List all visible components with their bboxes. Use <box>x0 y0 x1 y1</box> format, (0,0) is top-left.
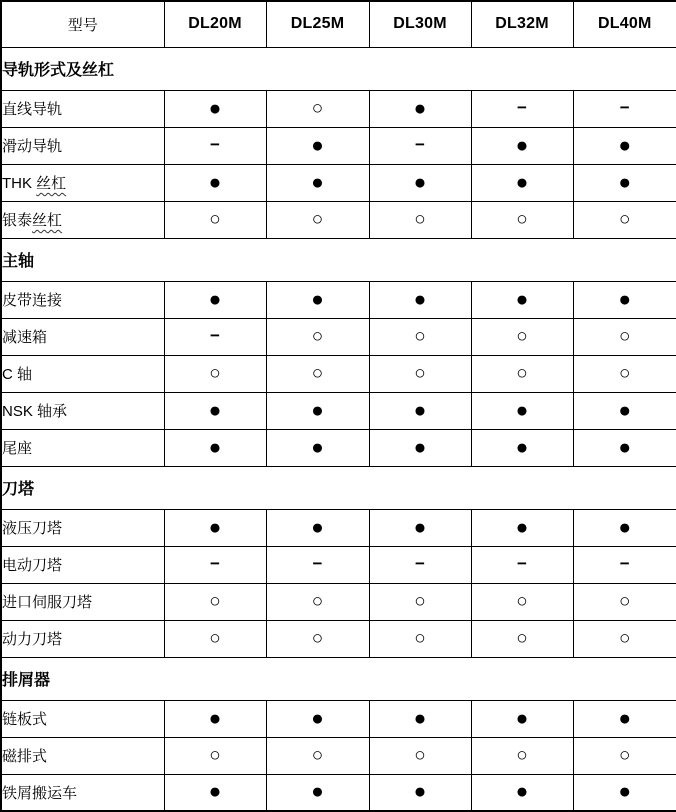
hollow-circle-symbol: ○ <box>311 97 324 119</box>
feature-row <box>1 90 676 127</box>
feature-row <box>1 164 676 201</box>
feature-cell <box>369 429 471 466</box>
section-title: 刀塔 <box>1 466 676 509</box>
hollow-circle-symbol: ○ <box>619 362 631 384</box>
filled-circle-symbol: ● <box>515 435 529 459</box>
feature-cell <box>164 318 266 355</box>
filled-circle-symbol: ● <box>413 435 427 459</box>
feature-cell <box>266 620 369 657</box>
feature-cell <box>471 318 573 355</box>
feature-cell <box>266 281 369 318</box>
hollow-circle-symbol: ○ <box>311 590 324 612</box>
feature-label: 滑动导轨 <box>1 127 164 164</box>
filled-circle-symbol: ● <box>311 133 324 157</box>
feature-label: 直线导轨 <box>1 90 164 127</box>
feature-cell <box>369 392 471 429</box>
feature-cell <box>266 90 369 127</box>
feature-cell <box>573 201 676 238</box>
feature-row <box>1 318 676 355</box>
feature-row <box>1 546 676 583</box>
filled-circle-symbol: ● <box>618 435 632 459</box>
feature-cell <box>164 201 266 238</box>
feature-cell <box>266 201 369 238</box>
feature-cell <box>573 546 676 583</box>
feature-row <box>1 429 676 466</box>
feature-cell <box>369 355 471 392</box>
feature-cell <box>369 700 471 737</box>
model-header-dl30m: DL30M <box>369 1 471 47</box>
dash-symbol: − <box>619 98 630 117</box>
dash-symbol: − <box>517 98 527 117</box>
filled-circle-symbol: ● <box>618 706 632 730</box>
feature-row <box>1 509 676 546</box>
feature-label: C 轴 <box>1 355 164 392</box>
filled-circle-symbol: ● <box>208 515 222 539</box>
feature-row <box>1 281 676 318</box>
header-row <box>1 1 676 47</box>
dash-symbol: − <box>210 326 220 345</box>
feature-cell <box>573 392 676 429</box>
dash-symbol: − <box>415 135 425 154</box>
hollow-circle-symbol: ○ <box>516 627 528 649</box>
hollow-circle-symbol: ○ <box>209 208 221 230</box>
filled-circle-symbol: ● <box>311 398 324 422</box>
filled-circle-symbol: ● <box>515 780 529 804</box>
hollow-circle-symbol: ○ <box>619 590 631 612</box>
filled-circle-symbol: ● <box>618 515 632 539</box>
hollow-circle-symbol: ○ <box>311 208 324 230</box>
hollow-circle-symbol: ○ <box>209 362 221 384</box>
feature-cell <box>573 737 676 774</box>
filled-circle-symbol: ● <box>208 96 222 120</box>
filled-circle-symbol: ● <box>515 706 529 730</box>
feature-label: 进口伺服刀塔 <box>1 583 164 620</box>
section-title: 主轴 <box>1 238 676 281</box>
feature-cell <box>471 355 573 392</box>
hollow-circle-symbol: ○ <box>516 362 528 384</box>
feature-cell <box>266 318 369 355</box>
hollow-circle-symbol: ○ <box>414 325 426 347</box>
feature-cell <box>369 737 471 774</box>
hollow-circle-symbol: ○ <box>414 744 426 766</box>
feature-cell <box>164 546 266 583</box>
feature-cell <box>573 620 676 657</box>
feature-cell <box>471 583 573 620</box>
dash-symbol: − <box>210 135 220 154</box>
filled-circle-symbol: ● <box>311 706 324 730</box>
dash-symbol: − <box>210 554 220 573</box>
filled-circle-symbol: ● <box>515 287 529 311</box>
feature-cell <box>369 318 471 355</box>
feature-label: 减速箱 <box>1 318 164 355</box>
feature-label: 液压刀塔 <box>1 509 164 546</box>
hollow-circle-symbol: ○ <box>516 208 528 230</box>
feature-cell <box>266 774 369 811</box>
feature-label: 链板式 <box>1 700 164 737</box>
feature-cell <box>164 429 266 466</box>
feature-cell <box>369 281 471 318</box>
hollow-circle-symbol: ○ <box>209 627 221 649</box>
feature-cell <box>369 127 471 164</box>
filled-circle-symbol: ● <box>208 780 222 804</box>
feature-cell <box>266 583 369 620</box>
feature-cell <box>164 509 266 546</box>
dash-symbol: − <box>312 554 323 573</box>
feature-row <box>1 620 676 657</box>
hollow-circle-symbol: ○ <box>619 744 631 766</box>
feature-cell <box>573 318 676 355</box>
hollow-circle-symbol: ○ <box>516 744 528 766</box>
feature-cell <box>164 620 266 657</box>
feature-cell <box>369 546 471 583</box>
feature-label: 尾座 <box>1 429 164 466</box>
filled-circle-symbol: ● <box>208 287 222 311</box>
spellcheck-wavy-underline-text: 丝杠 <box>32 212 63 229</box>
dash-symbol: − <box>517 554 527 573</box>
filled-circle-symbol: ● <box>311 170 324 194</box>
hollow-circle-symbol: ○ <box>414 208 426 230</box>
filled-circle-symbol: ● <box>515 133 529 157</box>
spellcheck-wavy-underline-text: 丝杠 <box>36 175 67 192</box>
feature-cell <box>266 737 369 774</box>
feature-cell <box>266 546 369 583</box>
feature-cell <box>573 90 676 127</box>
filled-circle-symbol: ● <box>618 170 632 194</box>
feature-row <box>1 127 676 164</box>
feature-label: 电动刀塔 <box>1 546 164 583</box>
feature-row <box>1 392 676 429</box>
filled-circle-symbol: ● <box>208 435 222 459</box>
filled-circle-symbol: ● <box>413 96 427 120</box>
feature-cell <box>266 509 369 546</box>
hollow-circle-symbol: ○ <box>311 627 324 649</box>
filled-circle-symbol: ● <box>515 170 529 194</box>
hollow-circle-symbol: ○ <box>414 590 426 612</box>
feature-label: THK 丝杠 <box>1 164 164 201</box>
model-header-dl25m: DL25M <box>266 1 369 47</box>
filled-circle-symbol: ● <box>413 170 427 194</box>
feature-row <box>1 737 676 774</box>
hollow-circle-symbol: ○ <box>311 362 324 384</box>
feature-cell <box>471 281 573 318</box>
feature-cell <box>369 774 471 811</box>
feature-cell <box>573 355 676 392</box>
feature-cell <box>471 127 573 164</box>
hollow-circle-symbol: ○ <box>414 362 426 384</box>
feature-cell <box>573 583 676 620</box>
feature-cell <box>266 429 369 466</box>
feature-cell <box>266 392 369 429</box>
hollow-circle-symbol: ○ <box>619 208 631 230</box>
feature-cell <box>164 700 266 737</box>
section-title: 导轨形式及丝杠 <box>1 47 676 90</box>
filled-circle-symbol: ● <box>618 133 632 157</box>
feature-cell <box>471 429 573 466</box>
feature-cell <box>164 90 266 127</box>
filled-circle-symbol: ● <box>515 515 529 539</box>
filled-circle-symbol: ● <box>413 706 427 730</box>
feature-cell <box>164 737 266 774</box>
feature-cell <box>471 164 573 201</box>
model-header-dl40m: DL40M <box>573 1 676 47</box>
section-row <box>1 238 676 281</box>
feature-cell <box>164 774 266 811</box>
feature-cell <box>164 392 266 429</box>
filled-circle-symbol: ● <box>413 780 427 804</box>
feature-cell <box>471 392 573 429</box>
feature-cell <box>369 90 471 127</box>
dash-symbol: − <box>415 554 425 573</box>
feature-cell <box>471 700 573 737</box>
feature-row <box>1 774 676 811</box>
hollow-circle-symbol: ○ <box>516 590 528 612</box>
feature-cell <box>573 281 676 318</box>
feature-cell <box>164 127 266 164</box>
filled-circle-symbol: ● <box>311 287 324 311</box>
feature-row <box>1 355 676 392</box>
feature-row <box>1 700 676 737</box>
filled-circle-symbol: ● <box>413 515 427 539</box>
feature-label: 皮带连接 <box>1 281 164 318</box>
filled-circle-symbol: ● <box>618 287 632 311</box>
filled-circle-symbol: ● <box>413 287 427 311</box>
feature-label: 银泰丝杠 <box>1 201 164 238</box>
feature-cell <box>164 355 266 392</box>
feature-cell <box>573 700 676 737</box>
feature-label: 动力刀塔 <box>1 620 164 657</box>
feature-label: 铁屑搬运车 <box>1 774 164 811</box>
feature-cell <box>369 583 471 620</box>
filled-circle-symbol: ● <box>618 398 632 422</box>
section-row <box>1 657 676 700</box>
feature-cell <box>266 164 369 201</box>
feature-label: NSK 轴承 <box>1 392 164 429</box>
hollow-circle-symbol: ○ <box>516 325 528 347</box>
feature-cell <box>164 583 266 620</box>
hollow-circle-symbol: ○ <box>209 744 221 766</box>
feature-cell <box>369 164 471 201</box>
feature-cell <box>471 509 573 546</box>
filled-circle-symbol: ● <box>413 398 427 422</box>
feature-cell <box>266 700 369 737</box>
feature-cell <box>266 127 369 164</box>
feature-cell <box>573 429 676 466</box>
feature-cell <box>164 281 266 318</box>
filled-circle-symbol: ● <box>311 515 324 539</box>
hollow-circle-symbol: ○ <box>311 325 324 347</box>
model-header-dl20m: DL20M <box>164 1 266 47</box>
model-header-dl32m: DL32M <box>471 1 573 47</box>
feature-cell <box>471 737 573 774</box>
filled-circle-symbol: ● <box>208 398 222 422</box>
feature-cell <box>369 201 471 238</box>
filled-circle-symbol: ● <box>311 435 324 459</box>
section-row <box>1 47 676 90</box>
feature-cell <box>573 127 676 164</box>
feature-cell <box>471 620 573 657</box>
feature-cell <box>573 774 676 811</box>
feature-cell <box>471 774 573 811</box>
filled-circle-symbol: ● <box>618 780 632 804</box>
feature-cell <box>369 509 471 546</box>
hollow-circle-symbol: ○ <box>311 744 324 766</box>
feature-cell <box>471 90 573 127</box>
section-row <box>1 466 676 509</box>
feature-cell <box>369 620 471 657</box>
feature-label: 磁排式 <box>1 737 164 774</box>
model-column-header: 型号 <box>1 1 164 47</box>
hollow-circle-symbol: ○ <box>619 627 631 649</box>
feature-row <box>1 583 676 620</box>
hollow-circle-symbol: ○ <box>414 627 426 649</box>
feature-cell <box>573 509 676 546</box>
filled-circle-symbol: ● <box>208 170 222 194</box>
filled-circle-symbol: ● <box>208 706 222 730</box>
feature-cell <box>471 546 573 583</box>
filled-circle-symbol: ● <box>515 398 529 422</box>
feature-row <box>1 201 676 238</box>
feature-cell <box>266 355 369 392</box>
feature-cell <box>471 201 573 238</box>
feature-cell <box>573 164 676 201</box>
dash-symbol: − <box>619 554 630 573</box>
filled-circle-symbol: ● <box>311 780 324 804</box>
hollow-circle-symbol: ○ <box>619 325 631 347</box>
spec-table-body <box>1 47 676 811</box>
feature-cell <box>164 164 266 201</box>
hollow-circle-symbol: ○ <box>209 590 221 612</box>
section-title: 排屑器 <box>1 657 676 700</box>
